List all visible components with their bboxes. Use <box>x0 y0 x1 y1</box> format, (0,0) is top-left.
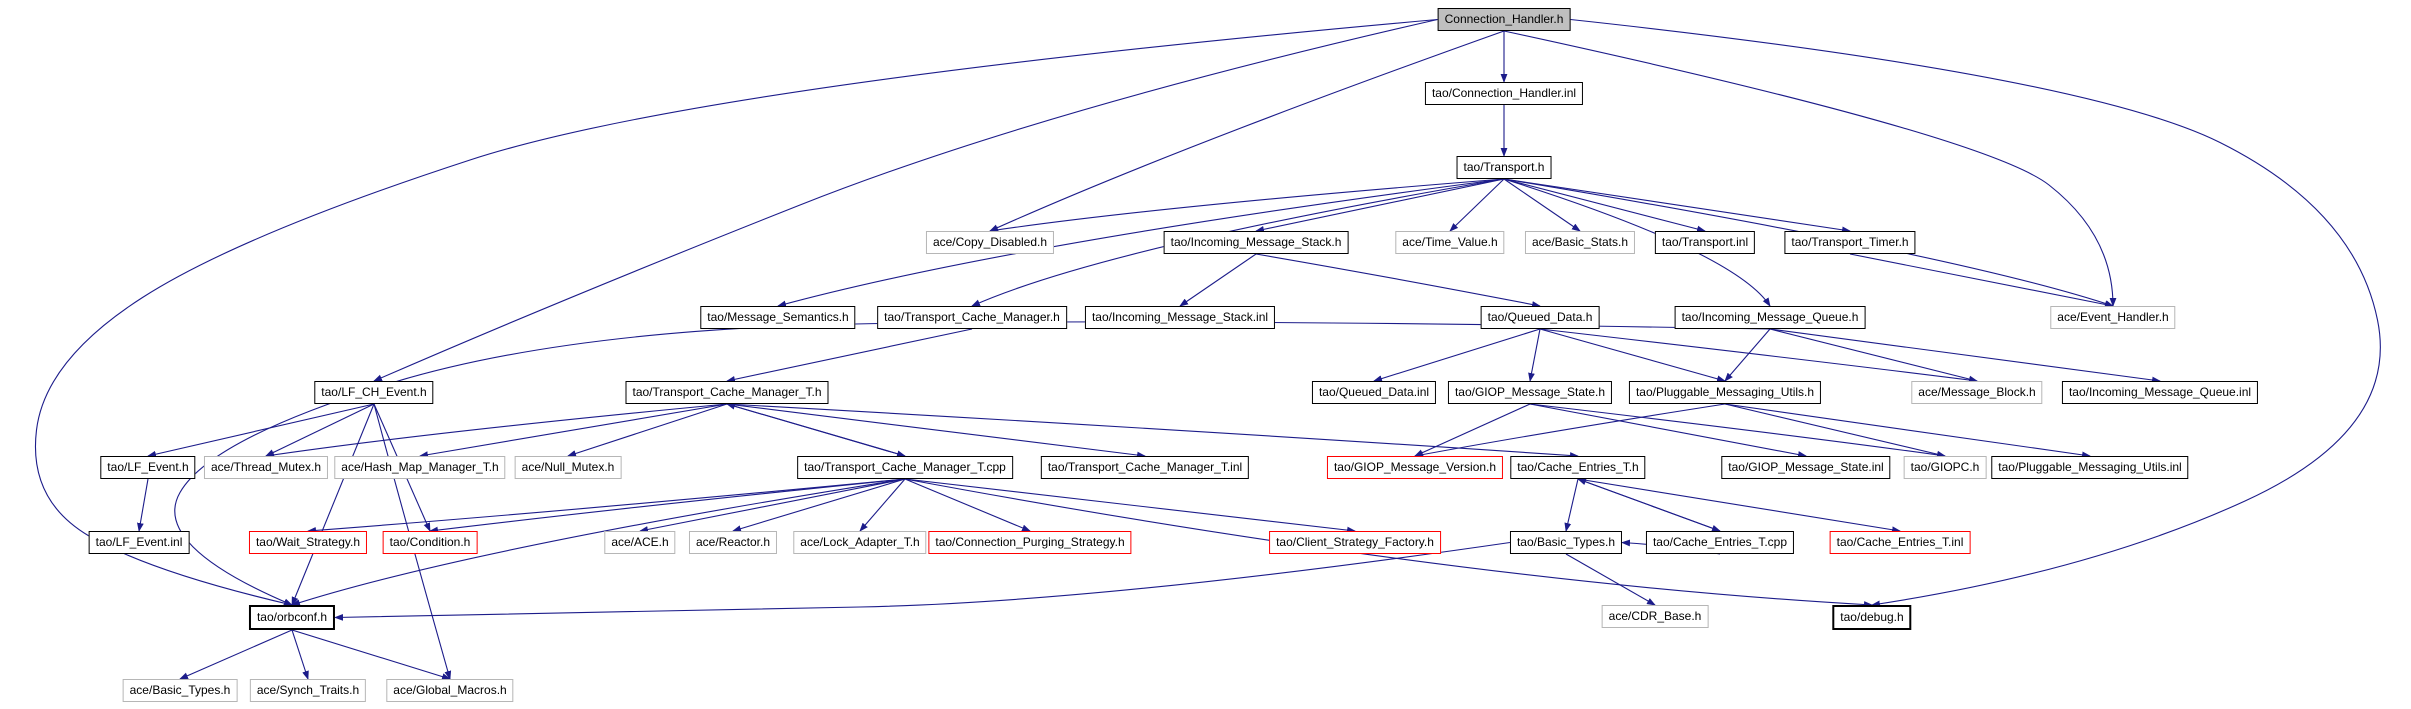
edge-orbconf-to-synch_traits <box>292 630 308 679</box>
edge-tcmt_h-to-tcmt_inl <box>727 404 1145 456</box>
graph-node-queued_data[interactable]: tao/Queued_Data.h <box>1481 306 1600 329</box>
graph-node-cache_entries_inl[interactable]: tao/Cache_Entries_T.inl <box>1830 531 1971 554</box>
graph-node-lock_adapter: ace/Lock_Adapter_T.h <box>793 531 926 554</box>
edge-tao_basic_types-to-cdr_base <box>1566 554 1655 605</box>
graph-node-lf_ch_event[interactable]: tao/LF_CH_Event.h <box>314 381 433 404</box>
graph-node-tcmt_inl[interactable]: tao/Transport_Cache_Manager_T.inl <box>1041 456 1249 479</box>
edge-queued_data-to-pmu_h <box>1540 329 1725 381</box>
graph-node-cdr_base: ace/CDR_Base.h <box>1602 605 1709 628</box>
edge-queued_data-to-gms_h <box>1530 329 1540 381</box>
edge-tcmt_cpp-to-wait_strategy <box>308 479 905 531</box>
edge-tcmt_h-to-cache_entries <box>727 404 1578 456</box>
graph-node-ace_basic_types: ace/Basic_Types.h <box>123 679 238 702</box>
graph-node-msg_block: ace/Message_Block.h <box>1911 381 2042 404</box>
edge-lf_ch_event-to-orbconf <box>292 404 374 605</box>
graph-node-tcm_h[interactable]: tao/Transport_Cache_Manager.h <box>877 306 1067 329</box>
graph-node-wait_strategy[interactable]: tao/Wait_Strategy.h <box>249 531 367 554</box>
graph-node-imq_h[interactable]: tao/Incoming_Message_Queue.h <box>1675 306 1866 329</box>
graph-node-synch_traits: ace/Synch_Traits.h <box>250 679 366 702</box>
edge-tcm_h-to-tcmt_h <box>727 329 972 381</box>
graph-node-global_macros: ace/Global_Macros.h <box>386 679 513 702</box>
graph-node-gms_h[interactable]: tao/GIOP_Message_State.h <box>1448 381 1612 404</box>
graph-node-lf_event_inl[interactable]: tao/LF_Event.inl <box>89 531 190 554</box>
edge-gms_h-to-giopc <box>1530 404 1945 456</box>
edge-transport_h-to-copy_disabled <box>990 179 1504 231</box>
edge-imq_h-to-msg_block <box>1770 329 1977 381</box>
edge-queued_data-to-queued_data_inl <box>1374 329 1540 381</box>
graph-node-null_mutex: ace/Null_Mutex.h <box>515 456 622 479</box>
edge-tcmt_cpp-to-conn_purging <box>905 479 1030 531</box>
edge-transport_h-to-basic_stats <box>1504 179 1580 231</box>
graph-node-imq_inl[interactable]: tao/Incoming_Message_Queue.inl <box>2062 381 2258 404</box>
graph-node-ims_inl[interactable]: tao/Incoming_Message_Stack.inl <box>1085 306 1275 329</box>
edge-tcmt_cpp-to-condition <box>430 479 905 531</box>
graph-node-transport_timer[interactable]: tao/Transport_Timer.h <box>1784 231 1915 254</box>
graph-node-thread_mutex: ace/Thread_Mutex.h <box>204 456 328 479</box>
edge-queued_data-to-msg_block <box>1540 329 1977 381</box>
graph-node-lf_event[interactable]: tao/LF_Event.h <box>100 456 195 479</box>
graph-node-pmu_inl[interactable]: tao/Pluggable_Messaging_Utils.inl <box>1991 456 2188 479</box>
graph-node-queued_data_inl[interactable]: tao/Queued_Data.inl <box>1312 381 1436 404</box>
graph-node-event_handler: ace/Event_Handler.h <box>2050 306 2175 329</box>
graph-node-orbconf[interactable]: tao/orbconf.h <box>249 605 335 630</box>
graph-node-debug[interactable]: tao/debug.h <box>1832 605 1911 630</box>
graph-node-ch_h: Connection_Handler.h <box>1438 8 1571 31</box>
graph-node-transport_inl[interactable]: tao/Transport.inl <box>1655 231 1755 254</box>
edge-cache_entries_cpp-to-cache_entries <box>1578 479 1720 531</box>
edge-gms_h-to-gms_inl <box>1530 404 1806 456</box>
graph-node-reactor: ace/Reactor.h <box>689 531 777 554</box>
edge-tcmt_cpp-to-ace_ace <box>640 479 905 531</box>
graph-node-ch_inl[interactable]: tao/Connection_Handler.inl <box>1425 82 1583 105</box>
graph-node-client_strategy[interactable]: tao/Client_Strategy_Factory.h <box>1269 531 1441 554</box>
edge-lf_event-to-lf_event_inl <box>139 479 148 531</box>
graph-node-tcmt_h[interactable]: tao/Transport_Cache_Manager_T.h <box>626 381 829 404</box>
edge-pmu_h-to-pmu_inl <box>1725 404 2090 456</box>
graph-node-basic_stats: ace/Basic_Stats.h <box>1525 231 1635 254</box>
graph-node-msg_semantics[interactable]: tao/Message_Semantics.h <box>700 306 855 329</box>
edge-gms_h-to-gmv_h <box>1415 404 1530 456</box>
edge-transport_h-to-ims_h <box>1256 179 1504 231</box>
graph-node-gms_inl[interactable]: tao/GIOP_Message_State.inl <box>1721 456 1890 479</box>
edge-ims_h-to-ims_inl <box>1180 254 1256 306</box>
graph-node-hash_map: ace/Hash_Map_Manager_T.h <box>334 456 505 479</box>
edge-cache_entries-to-tao_basic_types <box>1566 479 1578 531</box>
graph-node-ims_h[interactable]: tao/Incoming_Message_Stack.h <box>1164 231 1349 254</box>
edge-tcmt_cpp-to-client_strategy <box>905 479 1355 531</box>
edge-ims_h-to-queued_data <box>1256 254 1540 306</box>
graph-node-copy_disabled: ace/Copy_Disabled.h <box>926 231 1054 254</box>
edge-tcmt_h-to-hash_map <box>420 404 727 456</box>
graph-node-transport_h[interactable]: tao/Transport.h <box>1457 156 1552 179</box>
edge-ch_h-to-event_handler <box>1504 31 2113 306</box>
edge-imq_h-to-imq_inl <box>1770 329 2160 381</box>
edge-tcmt_cpp-to-tcmt_h <box>727 404 905 456</box>
graph-node-cache_entries_cpp[interactable]: tao/Cache_Entries_T.cpp <box>1646 531 1794 554</box>
graph-node-tcmt_cpp[interactable]: tao/Transport_Cache_Manager_T.cpp <box>797 456 1013 479</box>
edge-pmu_h-to-giopc <box>1725 404 1945 456</box>
edge-cache_entries-to-cache_entries_inl <box>1578 479 1900 531</box>
graph-node-pmu_h[interactable]: tao/Pluggable_Messaging_Utils.h <box>1629 381 1821 404</box>
edge-transport_timer-to-event_handler <box>1850 254 2113 306</box>
edge-lf_ch_event-to-lf_event <box>148 404 374 456</box>
edge-orbconf-to-ace_basic_types <box>180 630 292 679</box>
edge-tcmt_h-to-thread_mutex <box>266 404 727 456</box>
graph-node-ace_ace: ace/ACE.h <box>604 531 675 554</box>
graph-node-gmv_h[interactable]: tao/GIOP_Message_Version.h <box>1327 456 1503 479</box>
graph-node-cache_entries[interactable]: tao/Cache_Entries_T.h <box>1510 456 1645 479</box>
graph-node-time_value: ace/Time_Value.h <box>1395 231 1504 254</box>
graph-node-tao_basic_types[interactable]: tao/Basic_Types.h <box>1510 531 1622 554</box>
graph-node-conn_purging[interactable]: tao/Connection_Purging_Strategy.h <box>928 531 1131 554</box>
graph-node-condition[interactable]: tao/Condition.h <box>383 531 478 554</box>
graph-node-giopc: tao/GIOPC.h <box>1904 456 1987 479</box>
edge-orbconf-to-global_macros <box>292 630 450 679</box>
